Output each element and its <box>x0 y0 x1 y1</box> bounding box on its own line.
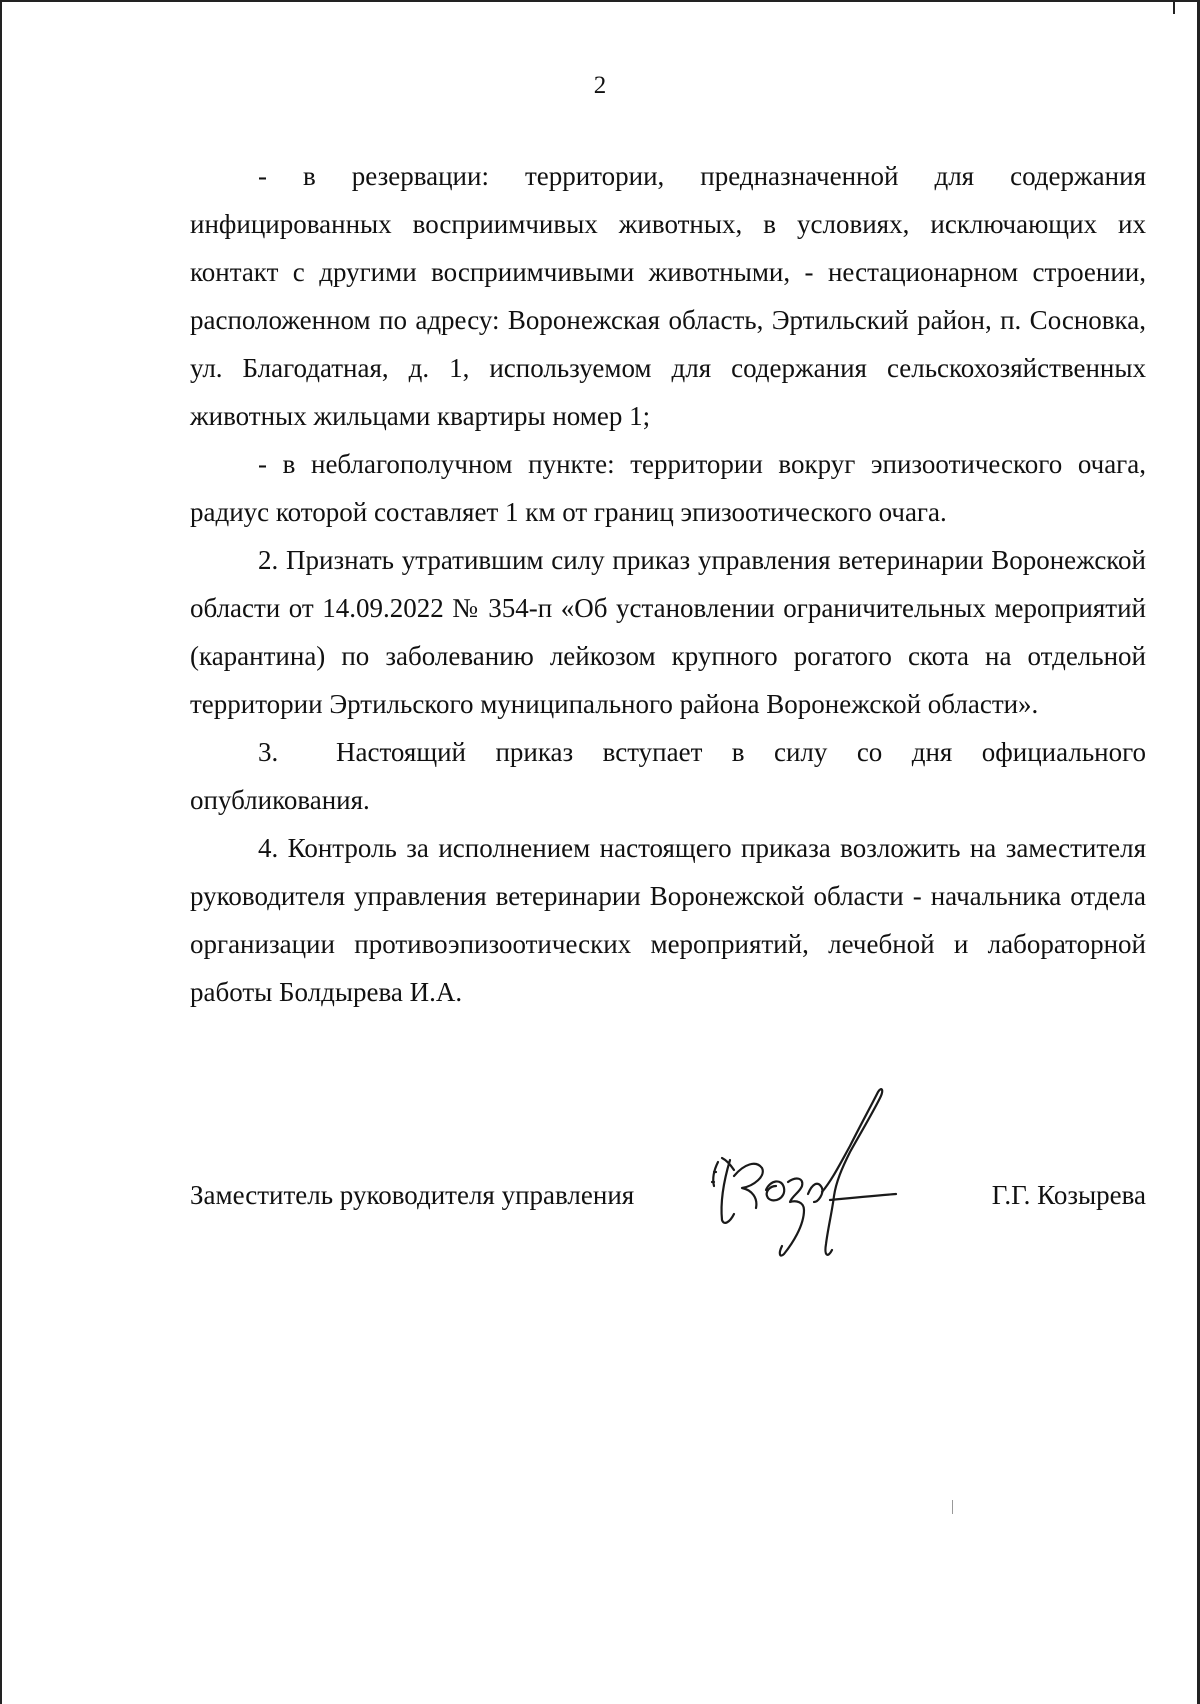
signatory-position: Заместитель руководителя управления <box>190 1180 635 1210</box>
scan-speck <box>952 1500 953 1514</box>
paragraph-number: 3. <box>258 737 279 767</box>
paragraph-repeal-order: 2. Признать утратившим силу приказ управления ветеринарии Воронежской области от 14.09.2022 № 354-п «Об установлении ограничительных мероприятий (карантина) по заболеванию лейкозом крупного рогатого скота на отдельной территории Эртильского муниципального района Воронежской области». <box>190 545 1146 719</box>
paragraph-entry-into-force <box>190 728 1146 824</box>
scan-border-left <box>0 0 2 1704</box>
signatory-name: Г.Г. Козырева <box>991 1180 1146 1210</box>
scan-border-top <box>0 0 1200 2</box>
paragraph-unfavorable-point: - в неблагополучном пункте: территории вокруг эпизоотического очага, радиус которой составляет 1 км от границ эпизоотического очага. <box>190 449 1146 527</box>
paragraph-reservation: - в резервации: территории, предназначенной для содержания инфицированных восприимчивых животных, в условиях, исключающих их контакт с другими восприимчивыми животными, - нестационарном строении, расположенном по адресу: Воронежская область, Эртильский район, п. Сосновка, ул. Благодатная, д. 1, используемом для содержания сельскохозяйственных животных жильцами квартиры номер 1; <box>190 161 1146 431</box>
paragraph-control: 4. Контроль за исполнением настоящего приказа возложить на заместителя руководителя управления ветеринарии Воронежской области - начальника отдела организации противоэпизоотических мероприятий, лечебной и лабораторной работы Болдырева И.А. <box>190 833 1146 1007</box>
handwritten-signature <box>700 1060 940 1270</box>
page-number: 2 <box>593 72 607 99</box>
document-body <box>190 152 1146 1016</box>
scan-border-corner <box>1173 0 1197 14</box>
paragraph-text: Настоящий приказ вступает в силу со дня официального опубликования. <box>190 737 1146 815</box>
